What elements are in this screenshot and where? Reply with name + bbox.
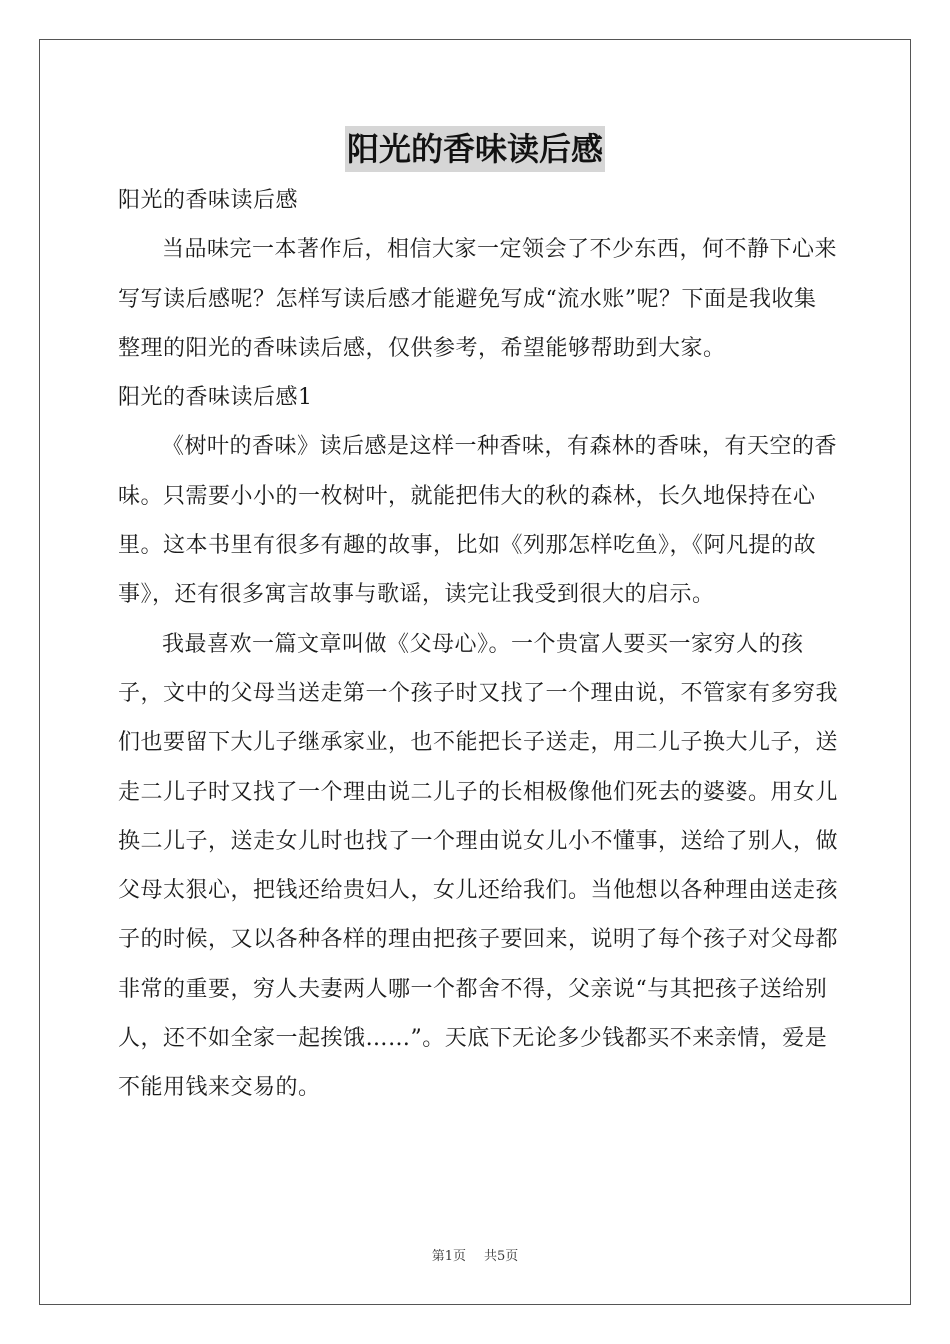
title-container (0, 126, 950, 172)
document-subtitle: 阳光的香味读后感 (118, 188, 299, 213)
intro-paragraph: 当品味完一本著作后，相信大家一定领会了不少东西，何不静下心来写写读后感呢？怎样写读后感才能避免写成“流水账”呢？下面是我收集整理的阳光的香味读后感，仅供参考，希望能够帮助到大家。 (118, 237, 838, 361)
page-number-total: 共5页 (484, 1249, 519, 1264)
section-heading: 阳光的香味读后感1 (118, 385, 313, 411)
document-body (118, 176, 838, 1113)
page-number-current: 第1页 (431, 1249, 466, 1264)
document-title: 阳光的香味读后感 (345, 126, 605, 172)
body-paragraph-1: 《树叶的香味》读后感是这样一种香味，有森林的香味，有天空的香味。只需要小小的一枚树叶，就能把伟大的秋的森林，长久地保持在心里。这本书里有很多有趣的故事，比如《列那怎样吃鱼》，《阿凡提的故事》，还有很多寓言故事与歌谣，读完让我受到很大的启示。 (118, 434, 838, 608)
page-footer (0, 1245, 950, 1264)
body-paragraph-2: 我最喜欢一篇文章叫做《父母心》。一个贵富人要买一家穷人的孩子，文中的父母当送走第一个孩子时又找了一个理由说，不管家有多穷我们也要留下大儿子继承家业，也不能把长子送走，用二儿子换大儿子，送走二儿子时又找了一个理由说二儿子的长相极像他们死去的婆婆。用女儿换二儿子，送走女儿时也找了一个理由说女儿小不懂事，送给了别人，做父母太狠心，把钱还给贵妇人，女儿还给我们。当他想以各种理由送走孩子的时候，又以各种各样的理由把孩子要回来，说明了每个孩子对父母都非常的重要，穷人夫妻两人哪一个都舍不得，父亲说“与其把孩子送给别人，还不如全家一起挨饿……”。天底下无论多少钱都买不来亲情，爱是不能用钱来交易的。 (118, 631, 839, 1101)
